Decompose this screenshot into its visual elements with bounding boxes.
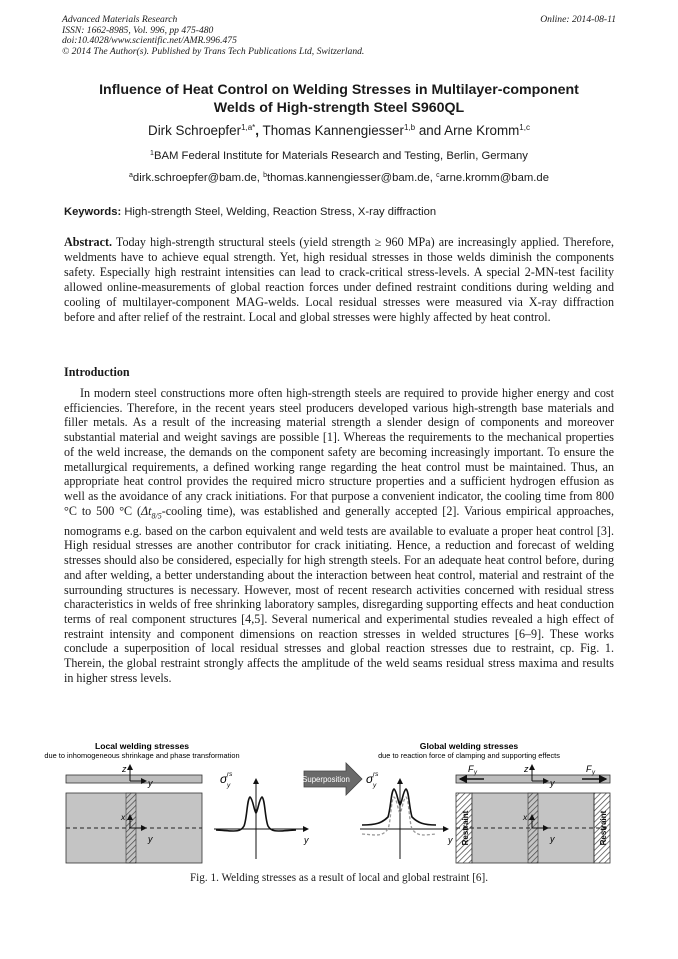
superposition-label: Superposition — [302, 775, 350, 784]
delta-t-symbol: Δt — [141, 503, 152, 518]
author-3: Arne Kromm — [444, 123, 520, 138]
left-sigma-sub: y — [227, 782, 231, 789]
author-3-sup: 1,c — [519, 123, 530, 132]
left-axis-y-label: y — [148, 778, 153, 788]
restraint-left-label: Restraint — [461, 810, 470, 846]
author-1-sup: 1,a* — [241, 123, 256, 132]
email-b[interactable]: thomas.kannengiesser@bam.de, — [266, 172, 433, 184]
force-right-sub: y — [592, 770, 595, 776]
left-plate-axis-y-label: y — [148, 834, 153, 844]
section-heading-introduction: Introduction — [64, 365, 130, 379]
intro-text-2: -cooling time), was established and generally accepted [2]. Various empirical approaches, nomograms e.g. based on the carbon equivalent and weld tests are available to evaluate a proper heat control [3]. High residual stresses are another contributor for crack initiating. Hence, a reduction and forecast of welding stresses should also be considered, especially for high strength steels. For an adequate heat control before, during and after welding, a better understanding about the interaction between heat control, material and restraint of the surrounding structures is necessary. However, most of recent research activities concerned with residual stress characteristics in welds of free shrinking laboratory samples, disregarding supporting effects and heat conduction terms of real component structures [4,5]. Several numerical and experimental studies revealed a high effect of restraint intensity and component dimensions on reaction stresses in welded structures [6–9]. These works conclude a superposition of local residual stresses and global reaction stresses due to restraint, cp. Fig. 1. Therein, the global restraint strongly affects the amplitude of the weld seams residual stress maxima and results in higher stress levels. — [64, 503, 614, 685]
left-side-strip — [66, 775, 202, 783]
figure-1 — [44, 741, 614, 867]
right-plate-axis-y-label: y — [550, 834, 555, 844]
right-stress-curve-global — [362, 789, 436, 825]
author-2-sup: 1,b — [403, 123, 416, 132]
force-left-sub: y — [474, 770, 477, 776]
restraint-right-label: Restraint — [599, 810, 608, 846]
left-sigma-label: σ — [220, 772, 228, 786]
author-conjunction: and — [418, 123, 442, 138]
figure-1-diagram — [44, 741, 614, 867]
right-sigma-sub: y — [373, 782, 377, 789]
right-sigma-sup: rs — [373, 771, 379, 778]
left-axis-z-label: z — [122, 764, 127, 774]
right-axis-x-label: x — [523, 812, 528, 822]
fig-left-subtitle: due to inhomogeneous shrinkage and phase transformation — [44, 751, 240, 760]
online-date: Online: 2014-08-11 — [540, 14, 616, 25]
keywords-text: High-strength Steel, Welding, Reaction Stress, X-ray diffraction — [124, 206, 437, 218]
keywords-label: Keywords: — [64, 206, 122, 218]
email-a-sup: a — [129, 172, 133, 179]
doi: doi:10.4028/www.scientific.net/AMR.996.475 — [62, 35, 237, 47]
abstract — [64, 235, 614, 326]
title-line-2: Welds of High-strength Steel S960QL — [213, 99, 465, 116]
abstract-label: Abstract. — [64, 235, 113, 249]
intro-text-1: In modern steel constructions more often high-strength steels are required to provide higher energy and cost efficiencies. Therefore, in the recent years steel producers developed various high-strength base materials and filler metals. As a result of the increasing material strength a slender design of components and moreover substantial material and weight savings are possible [1]. Whereas the requirements to the mechanical properties of the weld increase, the demands on the component safety are becoming increasingly important. To ensure the metallurgical requirements, a defined working range regarding the heat control must be maintained. Thus, an appropriate heat control provides the required micro structure properties and a sufficient hydrogen effusion as well as the avoidance of any crack initiations. For that purpose a convenient indicator, the cooling time from 800 °C to 500 °C ( — [64, 386, 614, 518]
right-axis-z-label: z — [524, 764, 529, 774]
email-b-sup: b — [263, 172, 267, 179]
fig-left-title: Local welding stresses — [94, 741, 190, 751]
force-left-label: F — [468, 764, 474, 774]
journal-name: Advanced Materials Research — [62, 14, 178, 25]
email-a[interactable]: dirk.schroepfer@bam.de, — [132, 172, 260, 184]
author-1: Dirk Schroepfer — [148, 123, 242, 138]
author-list: Dirk Schroepfer$^{1,a*}$, Thomas Kannengiesser$^{1,b}$ and Arne Kromm$^{1,c}$ — [148, 123, 530, 138]
left-sigma-sup: rs — [227, 771, 233, 778]
author-2: Thomas Kannengiesser — [262, 123, 404, 138]
affiliation — [40, 150, 638, 162]
paper-title — [50, 82, 628, 117]
right-sigma-label: σ — [366, 772, 374, 786]
fig-right-subtitle: due to reaction force of clamping and supporting effects — [378, 751, 560, 760]
affiliation-text: BAM Federal Institute for Materials Research and Testing, Berlin, Germany — [153, 150, 528, 162]
email-c[interactable]: arne.kromm@bam.de — [439, 172, 549, 184]
page-header — [62, 15, 616, 57]
right-axis-y-label: y — [550, 778, 555, 788]
copyright: © 2014 The Author(s). Published by Trans Tech Publications Ltd, Switzerland. — [62, 45, 365, 57]
left-axis-x-label: x — [121, 812, 126, 822]
right-graph-y-label: y — [448, 835, 453, 845]
introduction-paragraph — [64, 386, 614, 685]
delta-t-subscript: 8/5 — [151, 511, 162, 521]
issn: ISSN: 1662-8985, Vol. 996, pp 475-480 — [62, 24, 214, 36]
email-c-sup: c — [436, 172, 440, 179]
figure-1-caption: Fig. 1. Welding stresses as a result of local and global restraint [6]. — [189, 872, 489, 884]
abstract-text: Today high-strength structural steels (yield strength ≥ 960 MPa) are increasingly applied. Therefore, weldments have to achieve equal strength. Yet, high residual stresses in those welds diminish the components safety. Especially high restraint intensities can lead to crack-critical stress-levels. A special 2-MN-test facility allowed online-measurements of global reaction forces under defined restraint conditions during welding and cooling of multilayer-component MAG-welds. Local residual stresses were measured via X-ray diffraction before and after relief of the restraint. Local and global stresses were highly affected by heat control. — [64, 235, 614, 325]
fig-right-title: Global welding stresses — [419, 741, 519, 751]
force-right-label: F — [586, 764, 592, 774]
affiliation-sup: 1 — [150, 150, 154, 157]
author-emails — [40, 172, 638, 184]
left-graph-y-label: y — [304, 835, 309, 845]
keywords — [64, 206, 614, 218]
title-line-1: Influence of Heat Control on Welding Stresses in Multilayer-component — [99, 82, 579, 98]
